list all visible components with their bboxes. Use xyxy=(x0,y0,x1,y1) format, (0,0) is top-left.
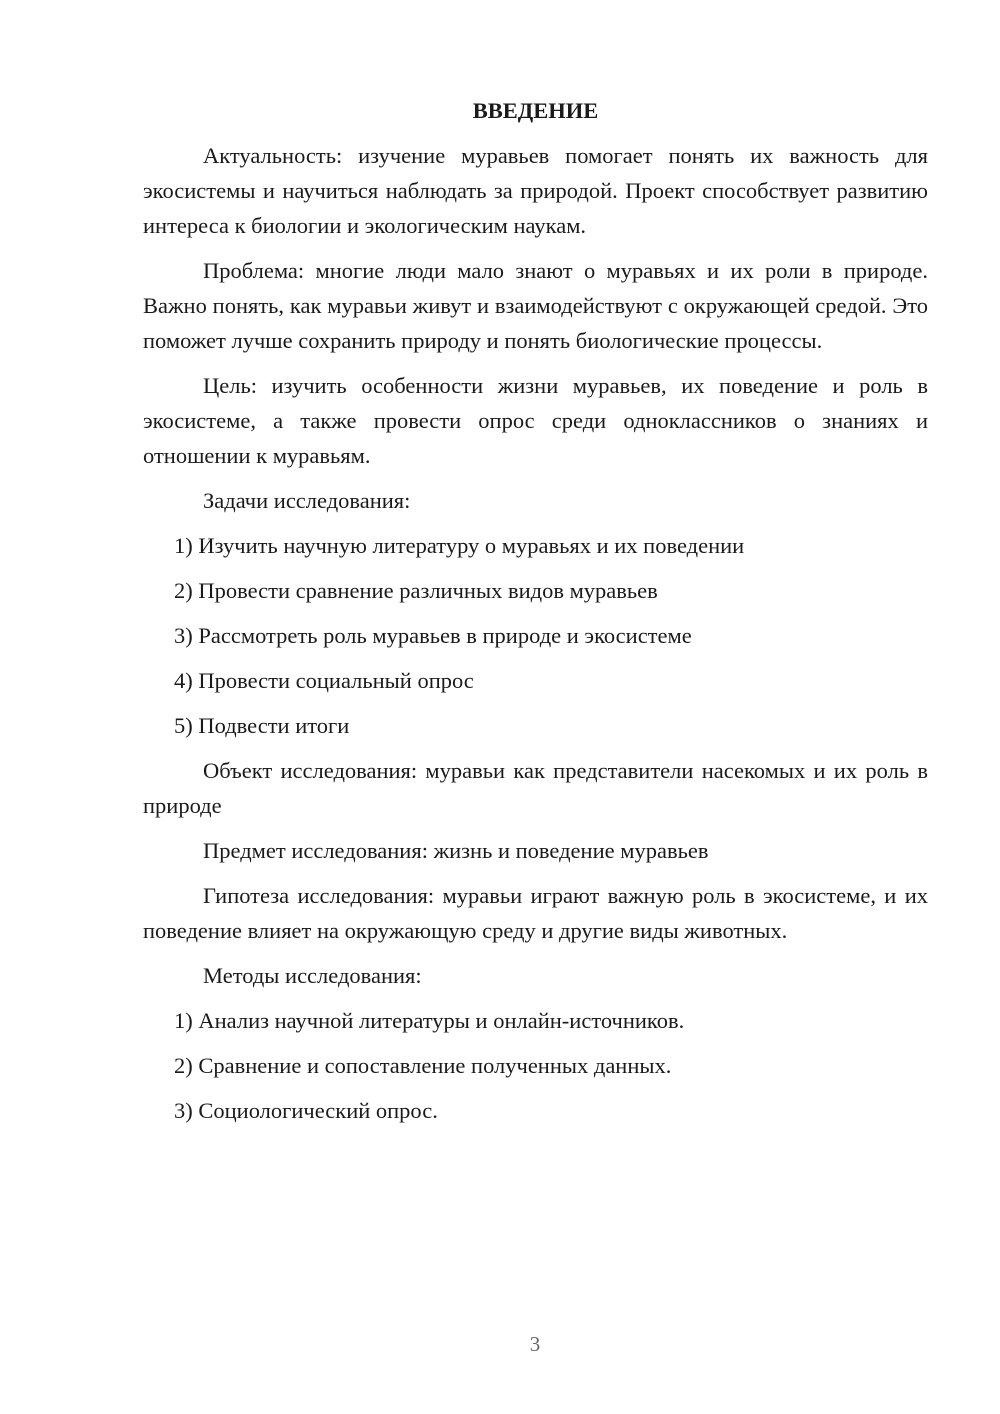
problem-paragraph: Проблема: многие люди мало знают о муравьях и их роли в природе. Важно понять, как муравьи живут и взаимодействуют с окружающей средой. Это поможет лучше сохранить природу и понять биологические процессы. xyxy=(143,258,928,353)
tasks-heading: Задачи исследования: xyxy=(203,488,411,513)
method-item: 3) Социологический опрос. xyxy=(174,1098,438,1123)
task-item: 1) Изучить научную литературу о муравьях и их поведении xyxy=(174,533,745,558)
document-body xyxy=(143,92,928,1138)
hypothesis-paragraph: Гипотеза исследования: муравьи играют важную роль в экосистеме, и их поведение влияет на окружающую среду и другие виды животных. xyxy=(143,883,928,943)
task-item: 3) Рассмотреть роль муравьев в природе и экосистеме xyxy=(174,623,692,648)
section-title: ВВЕДЕНИЕ xyxy=(472,98,599,123)
method-item: 1) Анализ научной литературы и онлайн-источников. xyxy=(174,1008,685,1033)
method-item: 2) Сравнение и сопоставление полученных данных. xyxy=(174,1053,672,1078)
page-number: 3 xyxy=(529,1332,541,1356)
methods-heading: Методы исследования: xyxy=(203,963,422,988)
task-item: 2) Провести сравнение различных видов муравьев xyxy=(174,578,658,603)
relevance-paragraph: Актуальность: изучение муравьев помогает понять их важность для экосистемы и научиться наблюдать за природой. Проект способствует развитию интереса к биологии и экологическим наукам. xyxy=(143,143,928,238)
task-item: 5) Подвести итоги xyxy=(174,713,350,738)
subject-paragraph: Предмет исследования: жизнь и поведение муравьев xyxy=(203,838,709,863)
goal-paragraph: Цель: изучить особенности жизни муравьев, их поведение и роль в экосистеме, а также провести опрос среди одноклассников о знаниях и отношении к муравьям. xyxy=(143,373,928,468)
object-paragraph: Объект исследования: муравьи как представители насекомых и их роль в природе xyxy=(143,758,928,818)
task-item: 4) Провести социальный опрос xyxy=(174,668,474,693)
